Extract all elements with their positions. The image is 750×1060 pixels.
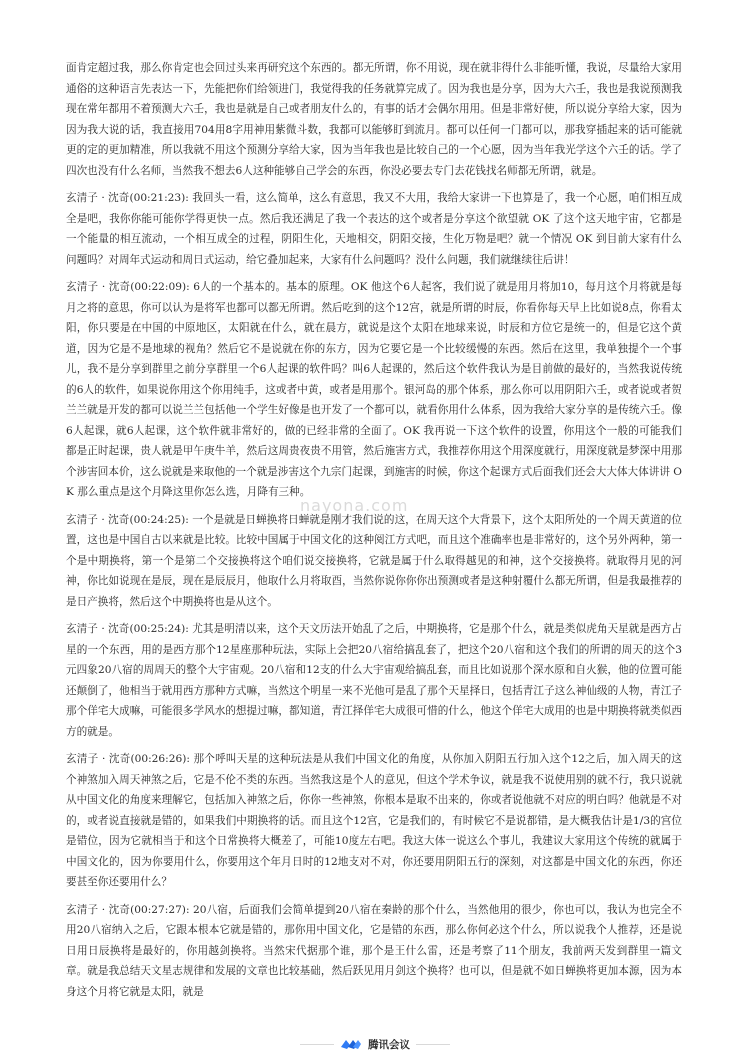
transcript-paragraph: [66, 510, 682, 613]
transcript-paragraph: [66, 58, 682, 181]
footer-divider-left: [300, 1044, 334, 1045]
watermark-text: nayona.com: [300, 496, 409, 515]
speaker-timestamp: 玄清子 · 沈奇(00:22:09):: [66, 281, 194, 293]
paragraph-text: 尤其是明清以来，这个天文历法开始乱了之后，中期换将，它是那个什么，就是类似虎角天星就是西方占星的一个东西，用的是西方那个12星座那种玩法，实际上会把20八宿给搞乱套了，把这个20八宿和这个我们的所谓的周天的这个3元四象20八宿的周周天的整个大宇宙观。20八宿和12支的什么大宇宙观给搞乱套，而且比如说那个深水原和自火猴，他的位置可能还颠倒了，他相当于就用西方那种方式嘛，当然这个明星一来不光他可是乱了那个天星择日，包括青江子这么神仙级的人物，青江子那个佯宅大成嘛，可能很多学风水的想提过嘛，都知道，青江择佯宅大成很可惜的什么，他这个佯宅大成用的也是中期换将就类似西方的就是。: [66, 623, 682, 738]
paragraph-text: 一个是就是日蝉换将日蝉就是刚才我们说的这，在周天这个大背景下，这个太阳所处的一个周天黄道的位置，这也是中国自古以来就是比较。比较中国属于中国文化的这种阅江方式吧，而且这个准确率也是非常好的，这个另外两种，第一个是中期换将，第一个是第二个交接换将这个咱们说交接换将，它就是属于什么取得越见的和神，这个交接换将。就取得月见的河神，你比如说现在是辰，现在是辰辰月，他取什么月将取酉，当然你说你你你出预测或者是这种射覆什么都无所谓，但是我最推荐的是日产换将，然后这个中期换将也是从这个。: [66, 513, 682, 608]
paragraph-text: 面肯定超过我，那么你肯定也会回过头来再研究这个东西的。都无所谓，你不用说，现在就非得什么非能听懂，我说，尽量给大家用通俗的这种语言先表达一下，先能把你们给领进门，我觉得我的任务就算完成了。因为我也是分享，因为大六壬，我也是我说预测我现在常年都用不着预测大六壬，我也是就是自己或者朋友什么的，有事的话才会偶尔用用。但是非常好使，所以说分享给大家，因为因为我大说的话，我直接用704用8字用神用紫微斗数，我都可以能够盯到流月。都可以任何一门都可以，那我穿插起来的话可能就更的定的更加精准，所以我就不用这个预测分享给大家，因为当年我也是比较自己的一个心愿，因为当年我光学这个六壬的话。学了四次也没有什么名师，当然我不想去6人这种能够自己学会的东西，你没必要去专门去花钱找名师都无所谓，就是。: [66, 62, 682, 177]
paragraph-text: 6人的一个基本的。基本的原理。OK 他这个6人起客，我们说了就是用月将加10，每月这个月将就是每月之将的意思，你可以认为是将军也都可以都无所谓。然后吃到的这个12宫，就是所谓的时辰，你看你每天早上比如说8点，你看太阳，你只要是在中国的中原地区，太阳就在什么，就在晨方，就说是这个太阳在地球来说，时辰和方位它是统一的，但是它这个黄道，因为它是不是地球的视角？然后它不是说就在你的东方，因为它要它是一个比较缓慢的东西。然后在这里，我单独提个一个事儿，我不是分享到群里之前分享群里一个6人起课的软件吗？叫6人起课的，然后这个软件我认为是目前做的最好的，当然我说传统的6人的软件，如果说你用这个你用纯手，这或者中黄，或者是用那个。银河岛的那个体系，那么你可以用阴阳六壬，或者说或者贺兰兰就是开发的都可以说兰兰包括他一个学生好像是也开发了一个都可以，就看你用什么体系，因为我给大家分享的是传统六壬。像6人起课，就6人起课，这个软件就非常好的，做的已经非常的全面了。OK 我再说一下这个软件的设置，你用这个一般的可能我们都是正时起课，贵人就是甲午庚牛羊，然后这周贵夜贵不用管，然后施害方式，我推荐你用这个用深度就行，用深度就是梦深中用那个涉害回本价，这么说就是来取他的一个就是涉害这个九宗门起课，到施害的时候，你这个起课方式后面我们还会大大体大体讲讲 OK 那么重点是这个月降这里你怎么选，月降有三种。: [66, 281, 682, 498]
speaker-timestamp: 玄清子 · 沈奇(00:21:23):: [66, 192, 193, 204]
speaker-timestamp: 玄清子 · 沈奇(00:26:26):: [66, 753, 194, 765]
footer-brand: 腾讯会议: [368, 1038, 410, 1051]
paragraph-text: 那个呼叫天星的这种玩法是从我们中国文化的角度，从你加入阴阳五行加入这个12之后，加入周天的这个神煞加入周天神煞之后，它是不伦不类的东西。当然我这是个人的意见，但这个学术争议，就是我不说使用别的就不行，我只说就从中国文化的角度来理解它，包括加入神煞之后，你你一些神煞，你根本是取不出来的，你或者说他就不对应的明白吗？他就是不对的，或者说直接就是错的，如果我们中期换将的话。而且这个12宫，它是我们的，有时候它不是说都错，是大概我估计是1/3的宫位是错位，因为它就相当于和这个日常换将大概差了，可能10度左右吧。我这大体一说这么个事儿，我建议大家用这个传统的就属于中国文化的，因为你要用什么，你要用这个年月日时的12地支对不对，你还要用阴阳五行的深刻，对这都是中国文化的东西，你还要甚至你还要用什么？: [66, 753, 682, 888]
speaker-timestamp: 玄清子 · 沈奇(00:27:27):: [66, 903, 194, 916]
transcript-paragraph: [66, 900, 682, 1003]
paragraph-text: 我回头一看，这么简单，这么有意思，我又不大用，我给大家讲一下也算是了，我一个心愿，咱们相互成全是吧，我你你能可能你学得更快一点。然后我还满足了我一个表达的这个或者是分享这个欲望就 OK 了这个这天地宇宙，它都是一个能量的相互流动，一个相互成全的过程，阴阳生化，天地相交，阴阳交接，生化万物是吧？就一个情况 OK 到目前大家有什么问题吗？对周年式运动和周日式运动，给它叠加起来，大家有什么问题吗？没什么问题，我们就继续往后讲！: [66, 192, 682, 266]
page-footer: [0, 1034, 750, 1054]
speaker-timestamp: 玄清子 · 沈奇(00:24:25):: [66, 513, 193, 526]
footer-divider-right: [416, 1044, 450, 1045]
paragraph-text: 20八宿，后面我们会简单提到20八宿在秦龄的那个什么，当然他用的很少，你也可以，我认为也完全不用20八宿纳入之后，它跟本根本它就是错的，那你用中国文化，它是错的东西，那么你何必这个什么，所以说我个人推荐，还是说日用日辰换将是最好的，你用越剑换将。当然宋代据那个谁，那个是王什么雷，还是考察了11个朋友，我前两天发到群里一篇文章。就是我总结天文星志规律和发展的文章也比较基础，然后跃见用月剑这个换将？也可以，但是就不如日蝉换将更加本源，因为本身这个月将它就是太阳，就是: [66, 903, 682, 998]
transcript-paragraph: [66, 749, 682, 893]
speaker-timestamp: 玄清子 · 沈奇(00:25:24):: [66, 623, 193, 635]
transcript-paragraph: [66, 277, 682, 503]
transcript-body: [66, 58, 682, 1009]
tencent-meeting-logo-icon: [340, 1037, 362, 1051]
transcript-paragraph: [66, 188, 682, 270]
transcript-paragraph: [66, 619, 682, 742]
